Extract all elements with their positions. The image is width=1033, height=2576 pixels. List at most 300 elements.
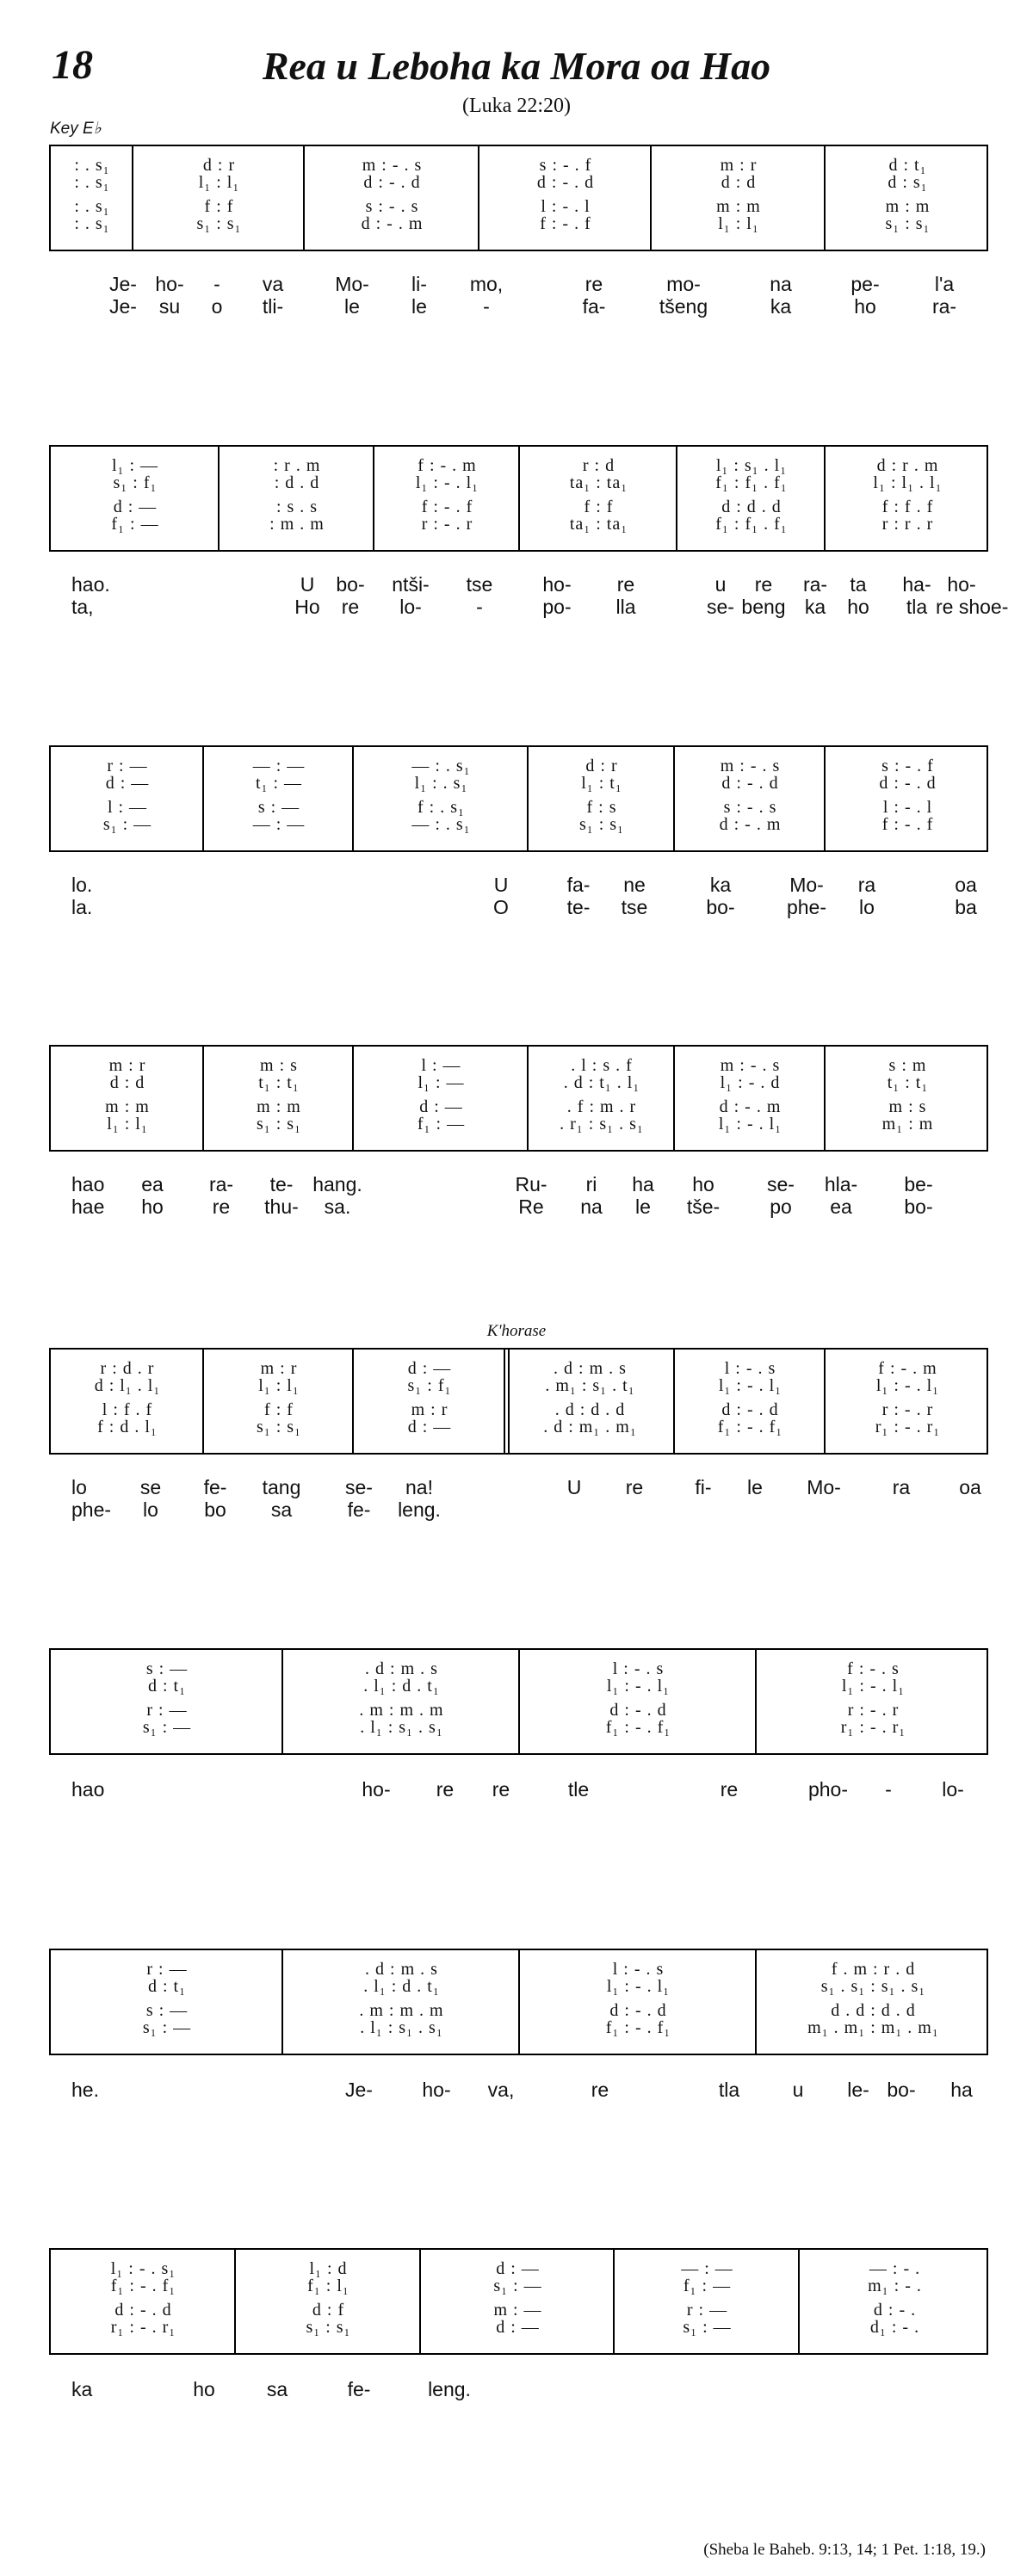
lyric-syllable: re xyxy=(341,596,360,618)
voice-notes: . l₁ : d . t₁ xyxy=(363,1677,440,1696)
lyric-syllable: re xyxy=(492,1778,510,1801)
lyric-syllable: po- xyxy=(542,596,572,618)
lyric-syllable: Mo- xyxy=(789,874,824,896)
voice-notes: d : — xyxy=(113,497,158,516)
lyric-syllable: Mo- xyxy=(807,1476,841,1498)
lyric-syllable: ka xyxy=(71,2378,93,2400)
measure xyxy=(826,1350,990,1453)
voice-notes: d : - . d xyxy=(363,173,421,192)
lyric-syllable: Re xyxy=(518,1195,544,1218)
lyric-syllable: U xyxy=(300,573,315,596)
lyric-syllable: U xyxy=(566,1476,582,1498)
voice-notes: s₁ : s₁ xyxy=(256,1418,302,1436)
measure xyxy=(51,2250,236,2353)
measure xyxy=(529,1047,675,1150)
staff-box xyxy=(49,745,988,852)
voice-notes: f . m : r . d xyxy=(831,1960,916,1979)
lyric-syllable: na! xyxy=(405,1476,433,1498)
lyric-syllable: va xyxy=(262,273,284,295)
voice-notes: l : - . s xyxy=(612,1659,665,1678)
voice-notes: l₁ : - . s₁ xyxy=(110,2259,176,2278)
voice-notes: r : — xyxy=(146,1960,188,1979)
voice-notes: f₁ : l₁ xyxy=(307,2276,349,2295)
lyric-syllable: he. xyxy=(71,2079,99,2101)
lyric-syllable: ri xyxy=(585,1173,597,1195)
voice-notes: l₁ : s₁ . l₁ xyxy=(715,456,788,475)
voice-notes: d : d xyxy=(721,173,757,192)
lyric-syllable: u xyxy=(714,573,727,596)
lyric-syllable: re xyxy=(720,1778,739,1801)
staff-box xyxy=(49,145,988,251)
lyric-syllable: fe- xyxy=(347,2378,371,2400)
lyric-syllable: ka xyxy=(804,596,826,618)
hymn-number: 18 xyxy=(52,42,93,88)
measure xyxy=(374,447,520,550)
voice-notes: f : - . m xyxy=(878,1359,937,1378)
voice-notes: . d : d . d xyxy=(554,1400,626,1419)
voice-notes: s : - . s xyxy=(723,798,777,817)
voice-notes: f₁ : — xyxy=(417,1115,466,1134)
voice-notes: d . d : d . d xyxy=(831,2001,916,2020)
voice-notes: ta₁ : ta₁ xyxy=(569,515,628,534)
measure xyxy=(51,1047,204,1150)
voice-notes: d : r xyxy=(585,757,618,775)
voice-notes: s₁ : s₁ xyxy=(306,2318,351,2337)
voice-notes: m : r xyxy=(108,1056,146,1075)
lyric-syllable: fa- xyxy=(582,295,606,318)
voice-notes: m : - . s xyxy=(720,1056,781,1075)
hymn-title: Rea u Leboha ka Mora oa Hao xyxy=(262,44,771,88)
voice-notes: d : - . d xyxy=(721,774,779,793)
measure xyxy=(51,747,204,850)
lyric-syllable: ha xyxy=(950,2079,973,2101)
measure xyxy=(505,1350,675,1453)
lyric-syllable: ra- xyxy=(802,573,828,596)
measure xyxy=(520,1950,757,2054)
voice-notes: d : — xyxy=(496,2318,540,2337)
voice-notes: — : . s₁ xyxy=(411,757,471,775)
lyric-syllable: ra xyxy=(892,1476,911,1498)
lyric-syllable: lo- xyxy=(399,596,422,618)
voice-notes: : r . m xyxy=(273,456,321,475)
voice-notes: t₁ : — xyxy=(255,774,303,793)
voice-notes: r₁ : - . r₁ xyxy=(875,1418,941,1436)
lyric-syllable: hla- xyxy=(824,1173,858,1195)
lyric-syllable: sa xyxy=(266,2378,288,2400)
voice-notes: . m : m . m xyxy=(359,2001,444,2020)
voice-notes: — : — xyxy=(252,815,306,834)
lyric-syllable: ta xyxy=(850,573,867,596)
voice-notes: l : - . l xyxy=(882,798,933,817)
measure xyxy=(283,1950,520,2054)
lyric-syllable: Ho xyxy=(294,596,320,618)
voice-notes: s : - . f xyxy=(881,757,934,775)
voice-notes: f : - . s xyxy=(847,1659,900,1678)
lyric-syllable: lo- xyxy=(942,1778,964,1801)
voice-notes: . r₁ : s₁ . s₁ xyxy=(560,1115,644,1134)
voice-notes: s : m xyxy=(888,1056,927,1075)
lyric-syllable: Mo- xyxy=(335,273,369,295)
voice-notes: d : - . xyxy=(873,2301,917,2320)
lyric-syllable: ea xyxy=(830,1195,852,1218)
lyric-syllable: lo xyxy=(143,1498,158,1521)
voice-notes: l₁ : - . l₁ xyxy=(606,1977,671,1996)
measure xyxy=(520,447,677,550)
lyric-syllable: thu- xyxy=(264,1195,299,1218)
measure xyxy=(826,146,990,250)
lyric-syllable: - xyxy=(213,273,220,295)
measure xyxy=(652,146,826,250)
lyric-syllable: le- xyxy=(847,2079,869,2101)
measure xyxy=(204,1350,354,1453)
voice-notes: m : r xyxy=(720,156,758,175)
measure xyxy=(354,747,529,850)
voice-notes: d : - . m xyxy=(719,815,782,834)
lyric-syllable: bo xyxy=(204,1498,226,1521)
lyric-syllable: bo- xyxy=(887,2079,916,2101)
staff-box xyxy=(49,1648,988,1755)
voice-notes: f : d . l₁ xyxy=(97,1418,158,1436)
lyric-syllable: lo. xyxy=(71,874,93,896)
lyric-syllable: ka xyxy=(709,874,732,896)
lyric-syllable: re xyxy=(754,573,773,596)
lyric-syllable: le xyxy=(747,1476,763,1498)
voice-notes: r : - . r xyxy=(421,515,473,534)
lyric-syllable: Je- xyxy=(345,2079,373,2101)
voice-notes: d : s₁ xyxy=(888,173,928,192)
voice-notes: l : - . l xyxy=(541,197,591,216)
voice-notes: f₁ : — xyxy=(111,515,159,534)
voice-notes: r : - . r xyxy=(847,1701,900,1720)
lyric-syllable: hao xyxy=(71,1778,105,1801)
voice-notes: d : — xyxy=(407,1418,452,1436)
lyric-syllable: ho xyxy=(854,295,876,318)
voice-notes: r : d xyxy=(582,456,615,475)
voice-notes: r : r . r xyxy=(881,515,934,534)
measure xyxy=(826,447,990,550)
measure xyxy=(800,2250,990,2353)
lyric-syllable: li- xyxy=(411,273,427,295)
lyric-syllable: te- xyxy=(566,896,591,918)
voice-notes: — : — xyxy=(681,2259,733,2278)
voice-notes: : . s₁ xyxy=(74,214,110,233)
measure xyxy=(675,1047,826,1150)
voice-notes: d : - . d xyxy=(114,2301,172,2320)
voice-notes: l₁ : - . l₁ xyxy=(415,473,479,492)
measure xyxy=(51,1350,204,1453)
lyric-syllable: O xyxy=(493,896,509,918)
voice-notes: — : — xyxy=(252,757,306,775)
voice-notes: f₁ : - . f₁ xyxy=(605,2018,671,2037)
lyric-syllable: ha- xyxy=(902,573,931,596)
lyric-syllable: mo, xyxy=(469,273,504,295)
lyric-syllable: ho- xyxy=(155,273,184,295)
voice-notes: l₁ : - . l₁ xyxy=(606,1677,671,1696)
lyric-syllable: tla xyxy=(906,596,928,618)
measure xyxy=(479,146,652,250)
lyric-syllable: lo xyxy=(859,896,875,918)
voice-notes: — : . s₁ xyxy=(411,815,471,834)
lyric-syllable: se xyxy=(139,1476,162,1498)
voice-notes: d : r . m xyxy=(876,456,939,475)
lyric-syllable: tšeng xyxy=(659,295,708,318)
lyric-syllable: su xyxy=(158,295,181,318)
voice-notes: s₁ : s₁ xyxy=(196,214,242,233)
lyric-syllable: fa- xyxy=(566,874,591,896)
voice-notes: l : — xyxy=(107,798,148,817)
voice-notes: m : m xyxy=(257,1097,301,1116)
lyric-syllable: Je- xyxy=(109,295,137,318)
voice-notes: d : - . m xyxy=(719,1097,782,1116)
voice-notes: r : - . r xyxy=(881,1400,934,1419)
lyric-syllable: tla xyxy=(718,2079,740,2101)
measure xyxy=(757,1650,990,1753)
lyric-syllable: ra- xyxy=(931,295,957,318)
lyric-syllable: leng. xyxy=(398,1498,441,1521)
measure xyxy=(354,1047,529,1150)
voice-notes: f : f xyxy=(264,1400,294,1419)
lyric-syllable: ra xyxy=(857,874,876,896)
lyric-syllable: ho- xyxy=(947,573,976,596)
lyric-syllable: le xyxy=(344,295,360,318)
lyric-syllable: va, xyxy=(487,2079,515,2101)
voice-notes: l₁ : d xyxy=(309,2259,348,2278)
lyric-syllable: re shoe- xyxy=(936,596,1009,618)
lyric-syllable: te- xyxy=(269,1173,294,1195)
voice-notes: d : - . d xyxy=(609,2001,667,2020)
voice-notes: l₁ : - . l₁ xyxy=(718,1376,782,1395)
lyric-syllable: sa xyxy=(270,1498,293,1521)
lyric-syllable: re xyxy=(585,273,603,295)
voice-notes: . m : m . m xyxy=(359,1701,444,1720)
voice-notes: r : — xyxy=(107,757,148,775)
voice-notes: d : - . d xyxy=(721,1400,779,1419)
lyric-syllable: re xyxy=(591,2079,609,2101)
voice-notes: l₁ : l₁ xyxy=(198,173,240,192)
voice-notes: r₁ : - . r₁ xyxy=(840,1718,906,1737)
voice-notes: : d . d xyxy=(274,473,320,492)
lyric-syllable: u xyxy=(792,2079,804,2101)
measure xyxy=(305,146,479,250)
voice-notes: d : t₁ xyxy=(147,1677,187,1696)
lyric-syllable: na xyxy=(580,1195,603,1218)
voice-notes: t₁ : t₁ xyxy=(258,1073,300,1092)
lyric-syllable: pe- xyxy=(851,273,880,295)
lyric-syllable: hao. xyxy=(71,573,110,596)
lyric-syllable: ea xyxy=(141,1173,164,1195)
voice-notes: m₁ : - . xyxy=(868,2276,922,2295)
voice-notes: s : — xyxy=(145,1659,189,1678)
voice-notes: s₁ : s₁ xyxy=(256,1115,302,1134)
voice-notes: s₁ : s₁ xyxy=(578,815,625,834)
lyric-syllable: phe- xyxy=(786,896,827,918)
voice-notes: f : f xyxy=(204,197,234,216)
voice-notes: — : - . xyxy=(869,2259,921,2278)
lyric-syllable: le xyxy=(635,1195,651,1218)
voice-notes: . d : t₁ . l₁ xyxy=(563,1073,640,1092)
voice-notes: f₁ : - . f₁ xyxy=(110,2276,176,2295)
voice-notes: . d : m . s xyxy=(365,1659,438,1678)
voice-notes: d : t₁ xyxy=(888,156,927,175)
lyric-syllable: - xyxy=(476,596,483,618)
voice-notes: m : m xyxy=(716,197,761,216)
lyric-syllable: oa xyxy=(959,1476,981,1498)
voice-notes: . l₁ : d . t₁ xyxy=(363,1977,440,1996)
lyric-syllable: - xyxy=(885,1778,892,1801)
voice-notes: s₁ : — xyxy=(493,2276,542,2295)
lyric-syllable: ha xyxy=(632,1173,654,1195)
voice-notes: f : - . f xyxy=(421,497,473,516)
voice-notes: f : - . f xyxy=(881,815,934,834)
voice-notes: l₁ : . s₁ xyxy=(414,774,468,793)
staff-box xyxy=(49,1045,988,1152)
voice-notes: m : s xyxy=(260,1056,298,1075)
voice-notes: f : f . f xyxy=(881,497,934,516)
voice-notes: m : - . s xyxy=(720,757,781,775)
measure xyxy=(675,747,826,850)
voice-notes: ta₁ : ta₁ xyxy=(569,473,628,492)
voice-notes: f₁ : — xyxy=(683,2276,732,2295)
voice-notes: . d : m . s xyxy=(554,1359,627,1378)
lyric-syllable: phe- xyxy=(71,1498,112,1521)
staff-box xyxy=(49,1949,988,2055)
measure xyxy=(220,447,374,550)
voice-notes: : . s₁ xyxy=(74,156,110,175)
lyric-syllable: l'a xyxy=(934,273,955,295)
voice-notes: d : l₁ . l₁ xyxy=(94,1376,161,1395)
staff-box xyxy=(49,445,988,552)
voice-notes: s₁ : — xyxy=(142,2018,192,2037)
lyric-syllable: na xyxy=(770,273,792,295)
voice-notes: m : m xyxy=(885,197,931,216)
lyric-syllable: ta, xyxy=(71,596,94,618)
lyric-syllable: be- xyxy=(904,1173,933,1195)
footnote: (Sheba le Baheb. 9:13, 14; 1 Pet. 1:18, 19.) xyxy=(703,2541,986,2559)
voice-notes: l₁ : - . d xyxy=(720,1073,781,1092)
lyric-syllable: fe- xyxy=(203,1476,227,1498)
voice-notes: d₁ : - . xyxy=(869,2318,920,2337)
lyric-syllable: re xyxy=(212,1195,231,1218)
voice-notes: d : f xyxy=(312,2301,345,2320)
measure xyxy=(51,447,220,550)
voice-notes: d : t₁ xyxy=(147,1977,187,1996)
measure xyxy=(520,1650,757,1753)
measure xyxy=(615,2250,800,2353)
voice-notes: m : s xyxy=(888,1097,927,1116)
lyric-syllable: ka xyxy=(770,295,792,318)
voice-notes: s₁ : — xyxy=(102,815,152,834)
lyric-syllable: re xyxy=(625,1476,644,1498)
measure xyxy=(826,1047,990,1150)
lyric-syllable: U xyxy=(493,874,509,896)
voice-notes: l₁ : - . l₁ xyxy=(841,1677,906,1696)
lyric-syllable: re xyxy=(436,1778,455,1801)
lyric-syllable: fe- xyxy=(347,1498,371,1521)
voice-notes: . m₁ : s₁ . t₁ xyxy=(545,1376,635,1395)
lyric-syllable: ra- xyxy=(208,1173,234,1195)
voice-notes: l₁ : - . l₁ xyxy=(718,1115,782,1134)
lyric-syllable: hao xyxy=(71,1173,105,1195)
voice-notes: d : — xyxy=(105,774,150,793)
lyric-syllable: leng. xyxy=(428,2378,471,2400)
lyric-syllable: sa. xyxy=(324,1195,351,1218)
voice-notes: l₁ : — xyxy=(111,456,159,475)
voice-notes: f : f xyxy=(584,497,614,516)
measure xyxy=(677,447,826,550)
voice-notes: . l₁ : s₁ . s₁ xyxy=(360,2018,443,2037)
lyric-syllable: po xyxy=(770,1195,792,1218)
voice-notes: r : d . r xyxy=(100,1359,155,1378)
lyric-syllable: tse xyxy=(621,896,648,918)
voice-notes: d : d xyxy=(109,1073,145,1092)
measure xyxy=(826,747,990,850)
measure xyxy=(675,1350,826,1453)
measure xyxy=(283,1650,520,1753)
lyric-syllable: le xyxy=(411,295,427,318)
voice-notes: s₁ : f₁ xyxy=(407,1376,452,1395)
lyric-syllable: la. xyxy=(71,896,93,918)
lyric-syllable: fi- xyxy=(695,1476,712,1498)
staff-box xyxy=(49,1348,988,1455)
voice-notes: l : — xyxy=(421,1056,461,1075)
voice-notes: m : m xyxy=(105,1097,150,1116)
voice-notes: s₁ : f₁ xyxy=(113,473,158,492)
voice-notes: l₁ : l₁ xyxy=(718,214,759,233)
lyric-syllable: tle xyxy=(567,1778,590,1801)
voice-notes: d : — xyxy=(496,2259,540,2278)
staff-box xyxy=(49,2248,988,2355)
lyric-syllable: ho xyxy=(193,2378,215,2400)
voice-notes: l₁ : - . l₁ xyxy=(875,1376,940,1395)
measure xyxy=(236,2250,421,2353)
measure xyxy=(133,146,305,250)
voice-notes: r₁ : - . r₁ xyxy=(110,2318,176,2337)
lyric-syllable: re xyxy=(616,573,635,596)
lyric-syllable: o xyxy=(211,295,223,318)
measure xyxy=(51,146,133,250)
voice-notes: t₁ : t₁ xyxy=(887,1073,929,1092)
lyric-syllable: - xyxy=(483,295,490,318)
lyric-syllable: hae xyxy=(71,1195,105,1218)
voice-notes: f₁ : - . f₁ xyxy=(717,1418,783,1436)
voice-notes: . l : s . f xyxy=(571,1056,633,1075)
lyric-syllable: ho xyxy=(141,1195,164,1218)
measure xyxy=(354,1350,505,1453)
lyric-syllable: ho- xyxy=(422,2079,451,2101)
lyric-syllable: mo- xyxy=(666,273,701,295)
lyric-syllable: ba xyxy=(955,896,977,918)
voice-notes: . f : m . r xyxy=(566,1097,637,1116)
voice-notes: f : - . f xyxy=(540,214,591,233)
lyric-syllable: Je- xyxy=(109,273,137,295)
voice-notes: f₁ : - . f₁ xyxy=(605,1718,671,1737)
voice-notes: d : — xyxy=(419,1097,463,1116)
voice-notes: l : - . s xyxy=(724,1359,776,1378)
lyric-syllable: tse xyxy=(466,573,493,596)
voice-notes: m : r xyxy=(260,1359,298,1378)
voice-notes: m₁ : m xyxy=(881,1115,934,1134)
lyric-syllable: oa xyxy=(955,874,977,896)
voice-notes: . d : m₁ . m₁ xyxy=(543,1418,637,1436)
voice-notes: s₁ : s₁ xyxy=(885,214,931,233)
measure xyxy=(51,1950,283,2054)
voice-notes: d : r xyxy=(202,156,236,175)
voice-notes: . d : m . s xyxy=(365,1960,438,1979)
voice-notes: l : f . f xyxy=(102,1400,153,1419)
voice-notes: l : - . s xyxy=(612,1960,665,1979)
voice-notes: m : r xyxy=(411,1400,448,1419)
lyric-syllable: ho xyxy=(692,1173,714,1195)
